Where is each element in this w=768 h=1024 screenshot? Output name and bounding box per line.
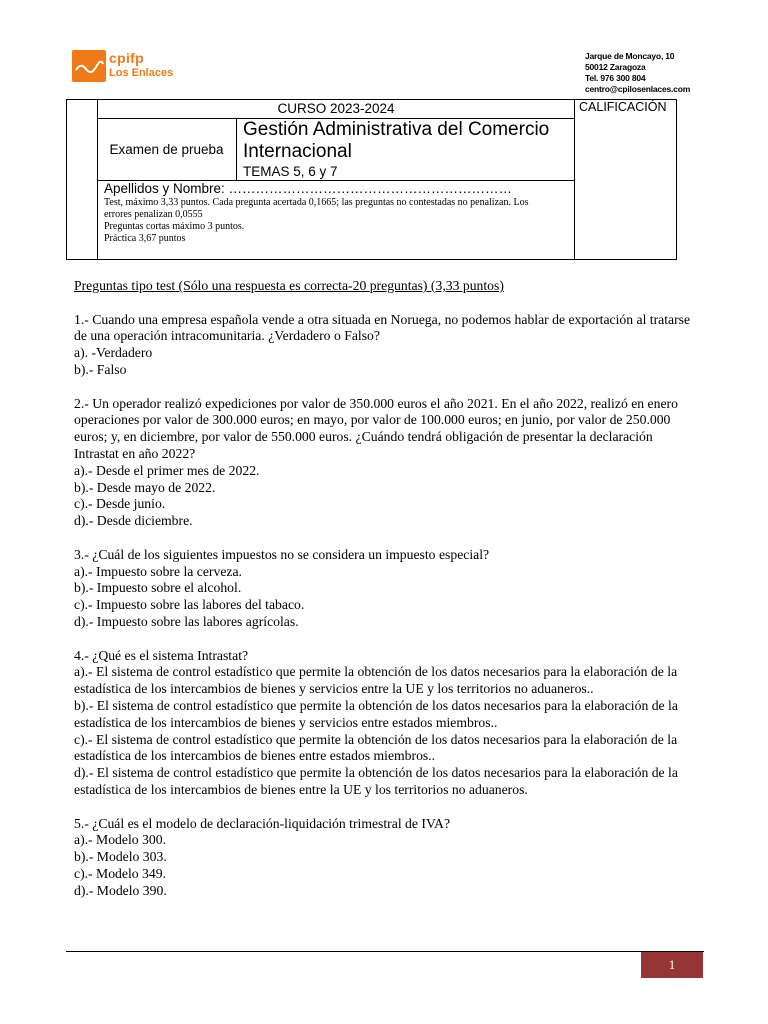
answer-option[interactable]: d).- Desde diciembre. [74,513,193,529]
question-text: 2.- Un operador realizó expediciones por valor de 350.000 euros el año 2021. En el año 2022, realizó en enero operaciones por valor de 300.000 euros; en mayo, por valor de 100.000 euros; en junio, por valor de 250.000 euros; y, en diciembre, por valor de 550.000 euros. ¿Cuándo tendrá obligación de presentar la declaración Intrastat en año 2022? [74,395,678,461]
answer-option[interactable]: b).- Desde mayo de 2022. [74,479,216,495]
question-4 [74,648,694,799]
answer-option[interactable]: d).- El sistema de control estadístico que permite la obtención de los datos necesarios para la elaboración de la estadística de los intercambios de bienes entre la UE y los territorios no aduaneros. [74,765,678,797]
answer-option[interactable]: c).- Modelo 349. [74,865,166,881]
logo-mark-icon [72,50,106,82]
scoring-note: Test, máximo 3,33 puntos. Cada pregunta acertada 0,1665; las preguntas no contestadas no penalizan. Los errores penalizan 0,0555 [104,197,529,220]
answer-option[interactable]: a).- Desde el primer mes de 2022. [74,462,260,478]
answer-option[interactable]: b).- Impuesto sobre el alcohol. [74,580,242,596]
school-address [585,51,690,95]
section-title: Preguntas tipo test (Sólo una respuesta es correcta-20 preguntas) (3,33 puntos) [74,278,504,293]
table-divider [236,118,237,180]
subject-title: Gestión Administrativa del Comercio Internacional [243,119,550,162]
address-line: 50012 Zaragoza [585,62,646,72]
table-divider [574,100,575,259]
logo-subtitle: Los Enlaces [109,67,174,79]
question-text: 5.- ¿Cuál es el modelo de declaración-liquidación trimestral de IVA? [74,815,451,831]
address-line: Jarque de Moncayo, 10 [585,51,675,61]
exam-type: Examen de prueba [109,142,224,157]
answer-option[interactable]: c).- Impuesto sobre las labores del tabaco. [74,597,305,613]
address-line: centro@cpilosenlaces.com [585,84,691,94]
question-text: 1.- Cuando una empresa española vende a otra situada en Noruega, no podemos hablar de exportación al tratarse de una operación intracomunitaria. ¿Verdadero o Falso? [74,311,691,344]
question-3 [74,547,694,631]
address-line: Tel. 976 300 804 [585,73,646,83]
exam-header-table [66,99,677,260]
question-text: 4.- ¿Qué es el sistema Intrastat? [74,647,249,663]
footer-divider [66,951,704,952]
answer-option[interactable]: b).- El sistema de control estadístico que permite la obtención de los datos necesarios para la elaboración de la estadística de los intercambios de bienes y servicios entre estados miembros.. [74,697,678,730]
question-text: 3.- ¿Cuál de los siguientes impuestos no se considera un impuesto especial? [74,546,490,562]
scoring-notes [104,197,544,245]
answer-option[interactable]: b).- Falso [74,361,127,377]
answer-option[interactable]: a).- Modelo 300. [74,832,166,848]
scoring-note: Preguntas cortas máximo 3 puntos. [104,221,245,232]
scoring-note: Práctica 3,67 puntos [104,233,186,244]
page-number: 1 [641,952,703,978]
logo-name: cpifp [109,50,144,66]
topics: TEMAS 5, 6 y 7 [243,164,338,179]
school-logo [72,50,182,84]
answer-option[interactable]: a).- El sistema de control estadístico que permite la obtención de los datos necesarios para la elaboración de la estadística de los intercambios de bienes y servicios entre la UE y los territorios no aduaneros.. [74,664,678,697]
answer-option[interactable]: a).- Impuesto sobre la cerveza. [74,563,242,579]
name-field[interactable]: Apellidos y Nombre: ……………………………………………………… [104,181,513,196]
answer-option[interactable]: d).- Impuesto sobre las labores agrícolas. [74,613,299,629]
answer-option[interactable]: b).- Modelo 303. [74,849,167,865]
answer-option[interactable]: c).- Desde junio. [74,496,166,512]
question-2 [74,396,694,530]
question-1 [74,312,694,379]
question-5 [74,816,694,900]
course-year: CURSO 2023-2024 [277,101,395,116]
exam-content [74,278,694,916]
grade-label: CALIFICACIÓN [579,100,667,114]
answer-option[interactable]: a). -Verdadero [74,345,153,361]
answer-option[interactable]: d).- Modelo 390. [74,882,167,898]
answer-option[interactable]: c).- El sistema de control estadístico que permite la obtención de los datos necesarios para la elaboración de la estadística de los intercambios de bienes entre estados miembros.. [74,731,678,764]
